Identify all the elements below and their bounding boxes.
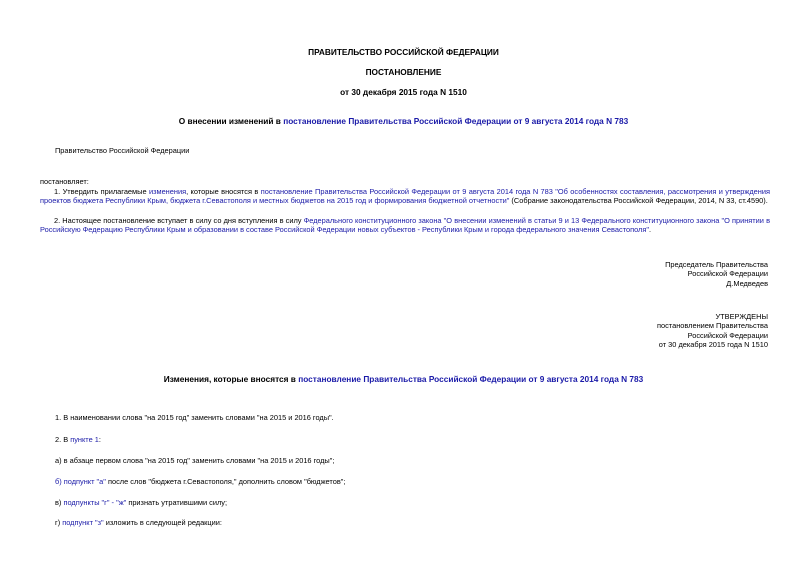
item-g bbox=[55, 518, 222, 527]
item-2-text-end: : bbox=[98, 435, 101, 444]
item-b-text: после слов "бюджета г.Севастополя," дополнить словом "бюджетов"; bbox=[105, 477, 346, 486]
item-2 bbox=[55, 435, 101, 444]
p1-text-1: 1. Утвердить прилагаемые bbox=[54, 187, 149, 196]
approved-line-2: постановлением Правительства bbox=[657, 321, 768, 331]
approved-line-4: от 30 декабря 2015 года N 1510 bbox=[658, 339, 768, 349]
item-v-link[interactable]: подпункты "г" - "ж" bbox=[63, 498, 127, 507]
signature-block bbox=[665, 260, 768, 288]
item-1: 1. В наименовании слова "на 2015 год" заменить словами "на 2015 и 2016 годы". bbox=[55, 413, 334, 422]
item-g-text: г) bbox=[55, 518, 63, 527]
item-2-link[interactable]: пункте 1 bbox=[70, 435, 99, 444]
intro-decides: постановляет: bbox=[40, 177, 89, 186]
changes-title bbox=[0, 374, 807, 384]
p2-link-law[interactable]: Федерального конституционного закона "О внесении изменений в статьи 9 и 13 Федерального конституционного закона "О принятии в Российскую Федерацию Республики Крым и образовании в составе Российской Федерации новых субъектов - Республики Крым и города федерального значения Севастополя" bbox=[40, 216, 771, 235]
approved-line-1: УТВЕРЖДЕНЫ bbox=[715, 312, 768, 321]
header-org: ПРАВИТЕЛЬСТВО РОССИЙСКОЙ ФЕДЕРАЦИИ bbox=[308, 47, 499, 57]
changes-title-link[interactable]: постановление Правительства Российской Федерации от 9 августа 2014 года N 783 bbox=[298, 374, 644, 384]
signature-line-1: Председатель Правительства bbox=[665, 260, 768, 269]
intro-org-line: Правительство Российской Федерации bbox=[55, 146, 190, 155]
item-a: а) в абзаце первом слова "на 2015 год" заменить словами "на 2015 и 2016 годы"; bbox=[55, 456, 335, 465]
p1-link-decree[interactable]: постановление Правительства Российской Федерации от 9 августа 2014 года N 783 "Об особенностях составления, рассмотрения и утверждения проектов бюджета Республики Крым, бюджета г.Севастополя и местных бюджетов на 2015 год и формирования бюджетной отчетности" bbox=[40, 187, 770, 206]
changes-title-prefix: Изменения, которые вносятся в bbox=[163, 374, 299, 384]
item-2-text: 2. В bbox=[55, 435, 71, 444]
item-v-text-end: признать утратившими силу; bbox=[126, 498, 228, 507]
item-g-link[interactable]: подпункт "з" bbox=[62, 518, 104, 527]
document-title-link[interactable]: постановление Правительства Российской Федерации от 9 августа 2014 года N 783 bbox=[283, 116, 629, 126]
p1-text-3: (Собрание законодательства Российской Федерации, 2014, N 33, ст.4590). bbox=[509, 196, 768, 206]
item-v bbox=[55, 498, 227, 507]
header-doc-type: ПОСТАНОВЛЕНИЕ bbox=[365, 67, 442, 77]
p1-link-changes[interactable]: изменения bbox=[148, 187, 187, 196]
item-b-link[interactable]: б) подпункт "а" bbox=[55, 477, 106, 486]
p2-text-1: 2. Настоящее постановление вступает в силу со дня вступления в силу bbox=[54, 216, 304, 225]
document-title-prefix: О внесении изменений в bbox=[178, 116, 284, 126]
approved-block bbox=[657, 312, 768, 349]
item-v-text: в) bbox=[55, 498, 64, 507]
p2-text-2: . bbox=[649, 225, 652, 235]
p1-text-2: , которые вносятся в bbox=[186, 187, 261, 196]
header-date: от 30 декабря 2015 года N 1510 bbox=[340, 87, 467, 97]
approved-line-3: Российской Федерации bbox=[687, 330, 768, 340]
signature-line-3: Д.Медведев bbox=[726, 278, 768, 288]
item-b bbox=[55, 477, 345, 486]
item-g-text-end: изложить в следующей редакции: bbox=[103, 518, 222, 527]
signature-line-2: Российской Федерации bbox=[687, 269, 768, 279]
paragraph-1 bbox=[40, 187, 770, 206]
document-title bbox=[0, 116, 807, 126]
paragraph-2 bbox=[40, 216, 770, 235]
